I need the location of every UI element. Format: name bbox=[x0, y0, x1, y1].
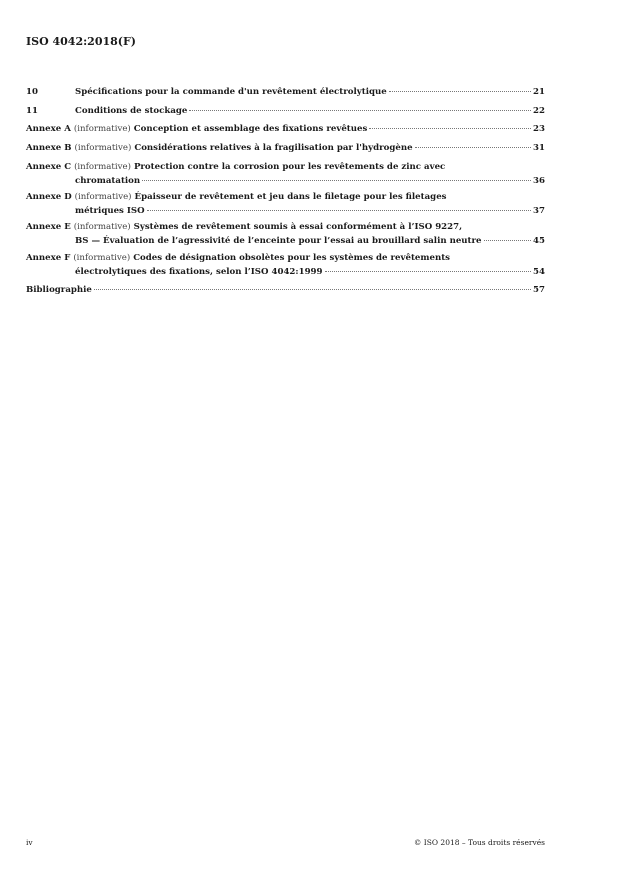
toc-entry-annex-a[interactable] bbox=[26, 123, 545, 137]
toc-entry-annex-f[interactable] bbox=[26, 252, 545, 279]
toc-entry-bibliography[interactable] bbox=[26, 284, 545, 298]
toc-title-continued[interactable]: électrolytiques des fixations, selon l’ISO 4042:1999 bbox=[75, 266, 323, 277]
toc-entry-annex-b[interactable] bbox=[26, 142, 545, 156]
annex-note: (informative) bbox=[74, 143, 132, 153]
annex-note: (informative) bbox=[73, 124, 131, 134]
toc-page: 31 bbox=[533, 143, 545, 153]
toc-page: 57 bbox=[533, 285, 545, 295]
dot-leader bbox=[142, 180, 531, 181]
document-id-header: ISO 4042:2018(F) bbox=[26, 35, 137, 48]
annex-label: Annexe B bbox=[26, 143, 72, 153]
annex-label: Annexe C bbox=[26, 162, 72, 172]
toc-title[interactable]: Systèmes de revêtement soumis à essai conformément à l’ISO 9227, bbox=[133, 222, 463, 232]
toc-page: 22 bbox=[533, 106, 545, 116]
toc-title-continued[interactable]: métriques ISO bbox=[75, 205, 145, 216]
annex-note: (informative) bbox=[73, 253, 131, 263]
toc-page: 37 bbox=[533, 205, 545, 216]
toc-entry-annex-d[interactable] bbox=[26, 191, 545, 218]
toc-number: 10 bbox=[26, 87, 38, 97]
annex-note: (informative) bbox=[73, 222, 131, 232]
toc-entry-annex-c[interactable] bbox=[26, 161, 545, 188]
dot-leader bbox=[325, 271, 531, 272]
toc-title[interactable]: Bibliographie bbox=[26, 285, 92, 295]
annex-label: Annexe F bbox=[26, 253, 71, 263]
dot-leader bbox=[484, 240, 531, 241]
dot-leader bbox=[147, 210, 531, 211]
annex-note: (informative) bbox=[74, 162, 131, 172]
toc-title[interactable]: Conception et assemblage des fixations revêtues bbox=[133, 124, 368, 134]
toc-page: 21 bbox=[533, 87, 545, 97]
toc-number: 11 bbox=[26, 106, 38, 116]
toc-page: 54 bbox=[533, 266, 545, 277]
toc-title[interactable]: Conditions de stockage bbox=[75, 106, 188, 116]
toc-title[interactable]: Protection contre la corrosion pour les revêtements de zinc avec bbox=[133, 162, 446, 172]
dot-leader bbox=[369, 128, 531, 129]
toc-title-continued[interactable]: BS — Évaluation de l’agressivité de l’enceinte pour l’essai au brouillard salin neutre bbox=[75, 235, 482, 246]
toc-title-continued[interactable]: chromatation bbox=[75, 175, 141, 186]
dot-leader bbox=[389, 91, 531, 92]
toc-entry-10[interactable] bbox=[26, 86, 545, 100]
annex-label: Annexe A bbox=[26, 124, 71, 134]
toc-title[interactable]: Spécifications pour la commande d'un revêtement électrolytique bbox=[75, 87, 387, 97]
toc-entry-11[interactable] bbox=[26, 105, 545, 119]
annex-note: (informative) bbox=[74, 192, 132, 202]
toc-page: 36 bbox=[533, 175, 545, 186]
footer-page-number: iv bbox=[26, 838, 33, 847]
annex-label: Annexe E bbox=[26, 222, 71, 232]
toc-entry-annex-e[interactable] bbox=[26, 221, 545, 248]
annex-label: Annexe D bbox=[26, 192, 72, 202]
toc-title[interactable]: Considérations relatives à la fragilisation par l'hydrogène bbox=[134, 143, 413, 153]
dot-leader bbox=[189, 110, 531, 111]
dot-leader bbox=[94, 289, 531, 290]
toc-title[interactable]: Codes de désignation obsolètes pour les systèmes de revêtements bbox=[133, 253, 451, 263]
footer-copyright: © ISO 2018 – Tous droits réservés bbox=[413, 838, 545, 847]
toc-page: 23 bbox=[533, 124, 545, 134]
toc-title[interactable]: Épaisseur de revêtement et jeu dans le filetage pour les filetages bbox=[134, 192, 447, 202]
dot-leader bbox=[415, 147, 531, 148]
toc-page: 45 bbox=[533, 235, 545, 246]
